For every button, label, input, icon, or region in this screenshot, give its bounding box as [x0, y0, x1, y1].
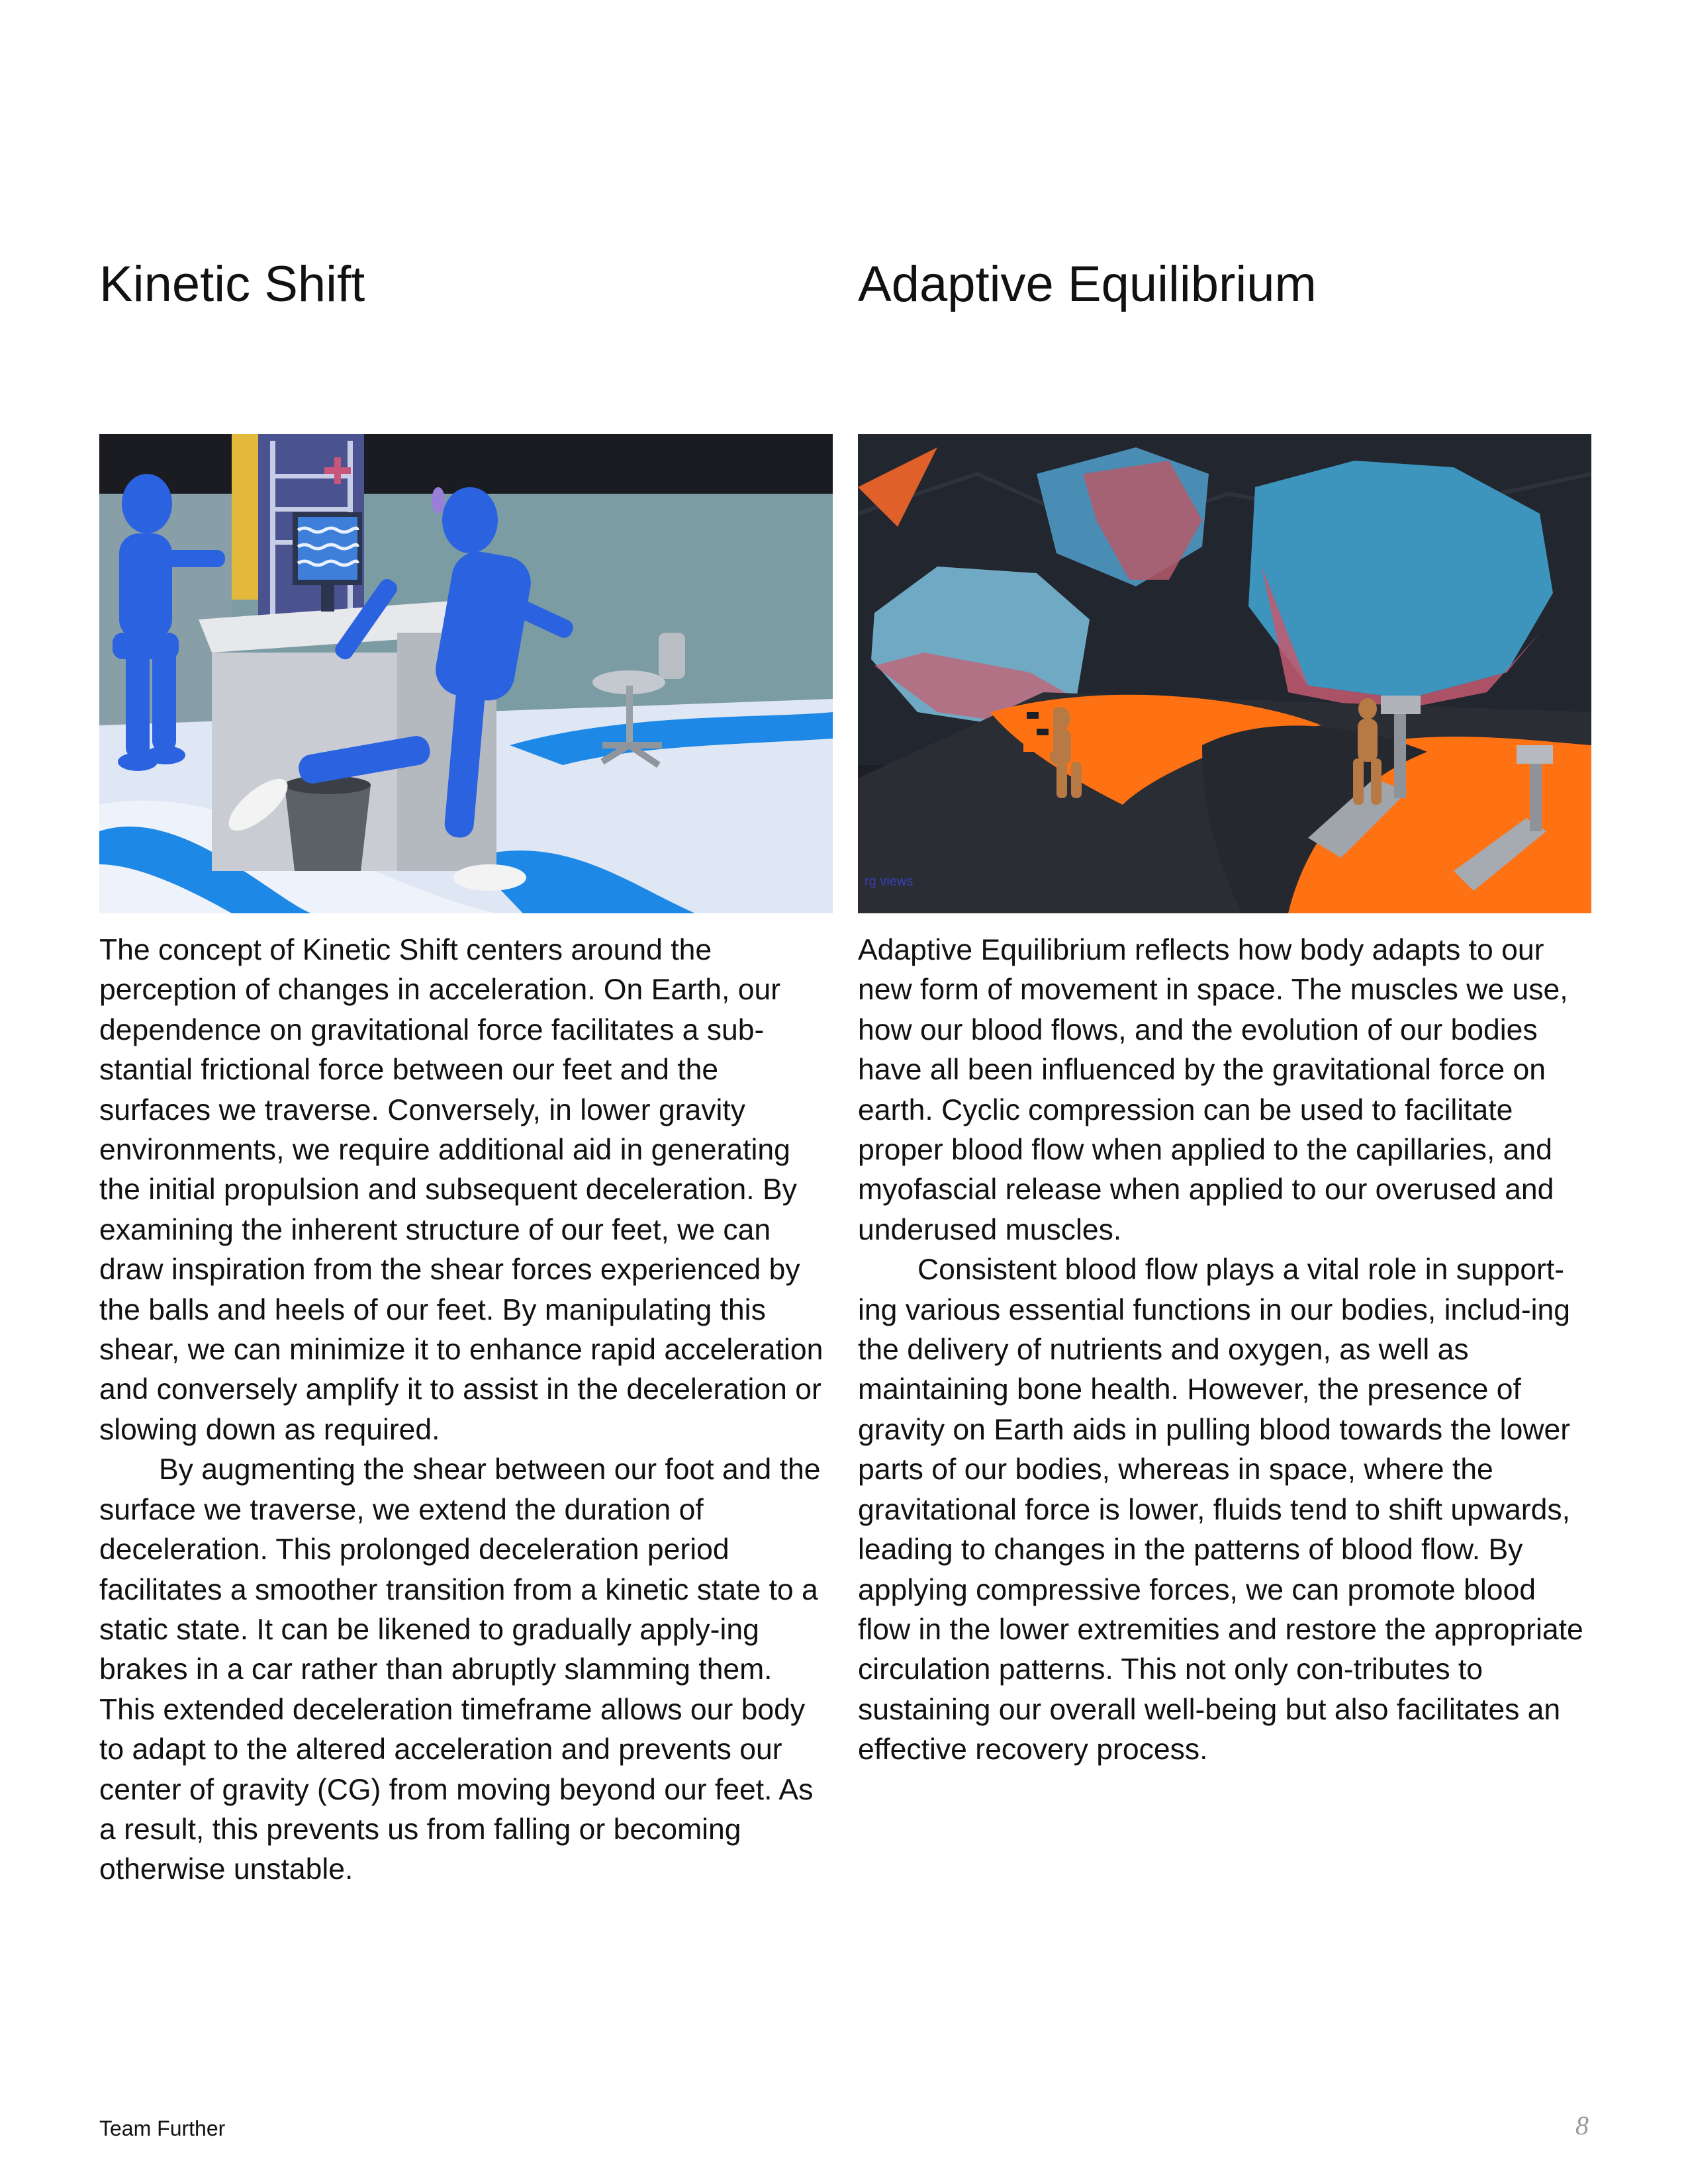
- treadmill-habitat-render-icon: [858, 434, 1591, 913]
- adaptive-equilibrium-title: Adaptive Equilibrium: [858, 256, 1317, 312]
- mannequin-lab-render-icon: [99, 434, 833, 913]
- footer-team-name: Team Further: [99, 2116, 226, 2140]
- kinetic-shift-body: [99, 931, 833, 1890]
- page-number: 8: [1575, 2111, 1589, 2140]
- svg-text:rg views: rg views: [865, 874, 914, 889]
- kinetic-shift-figure: [99, 434, 833, 913]
- kinetic-shift-title: Kinetic Shift: [99, 256, 365, 312]
- adaptive-equilibrium-body: [858, 931, 1591, 1770]
- adaptive-equilibrium-paragraph-1: Adaptive Equilibrium reflects how body adapts to our new form of movement in space. The muscles we use, how our blood flows, and the evolution of our bodies have all been influenced by the gravitational force on earth. Cyclic compression can be used to facilitate proper blood flow when applied to the capillaries, and myofascial release when applied to our overused and underused muscles.: [858, 934, 1568, 1246]
- adaptive-equilibrium-paragraph-2: Consistent blood flow plays a vital role in support-ing various essential functions in our bodies, includ-ing the delivery of nutrients and oxygen, as well as maintaining bone health. However, the presence of gravity on Earth aids in pulling blood towards the lower parts of our bodies, whereas in space, where the gravitational force is lower, fluids tend to shift upwards, leading to changes in the patterns of blood flow. By applying compressive forces, we can promote blood flow in the lower extremities and restore the appropriate circulation patterns. This not only con-tributes to sustaining our overall well-being but also facilitates an effective recovery process.: [858, 1253, 1583, 1766]
- kinetic-shift-paragraph-2: By augmenting the shear between our foot and the surface we traverse, we extend the duration of deceleration. This prolonged deceleration period facilitates a smoother transition from a kinetic state to a static state. It can be likened to gradually apply-ing brakes in a car rather than abruptly slamming them. This extended deceleration timeframe allows our body to adapt to the altered acceleration and prevents our center of gravity (CG) from moving beyond our feet. As a result, this prevents us from falling or becoming otherwise unstable.: [99, 1453, 821, 1886]
- adaptive-equilibrium-figure: [858, 434, 1591, 913]
- kinetic-shift-paragraph-1: The concept of Kinetic Shift centers around the perception of changes in acceleration. On Earth, our dependence on gravitational force facilitates a sub-stantial frictional force between our feet and the surfaces we traverse. Conversely, in lower gravity environments, we require additional aid in generating the initial propulsion and subsequent deceleration. By examining the inherent structure of our feet, we can draw inspiration from the shear forces experienced by the balls and heels of our feet. By manipulating this shear, we can minimize it to enhance rapid acceleration and conversely amplify it to assist in the deceleration or slowing down as required.: [99, 934, 823, 1446]
